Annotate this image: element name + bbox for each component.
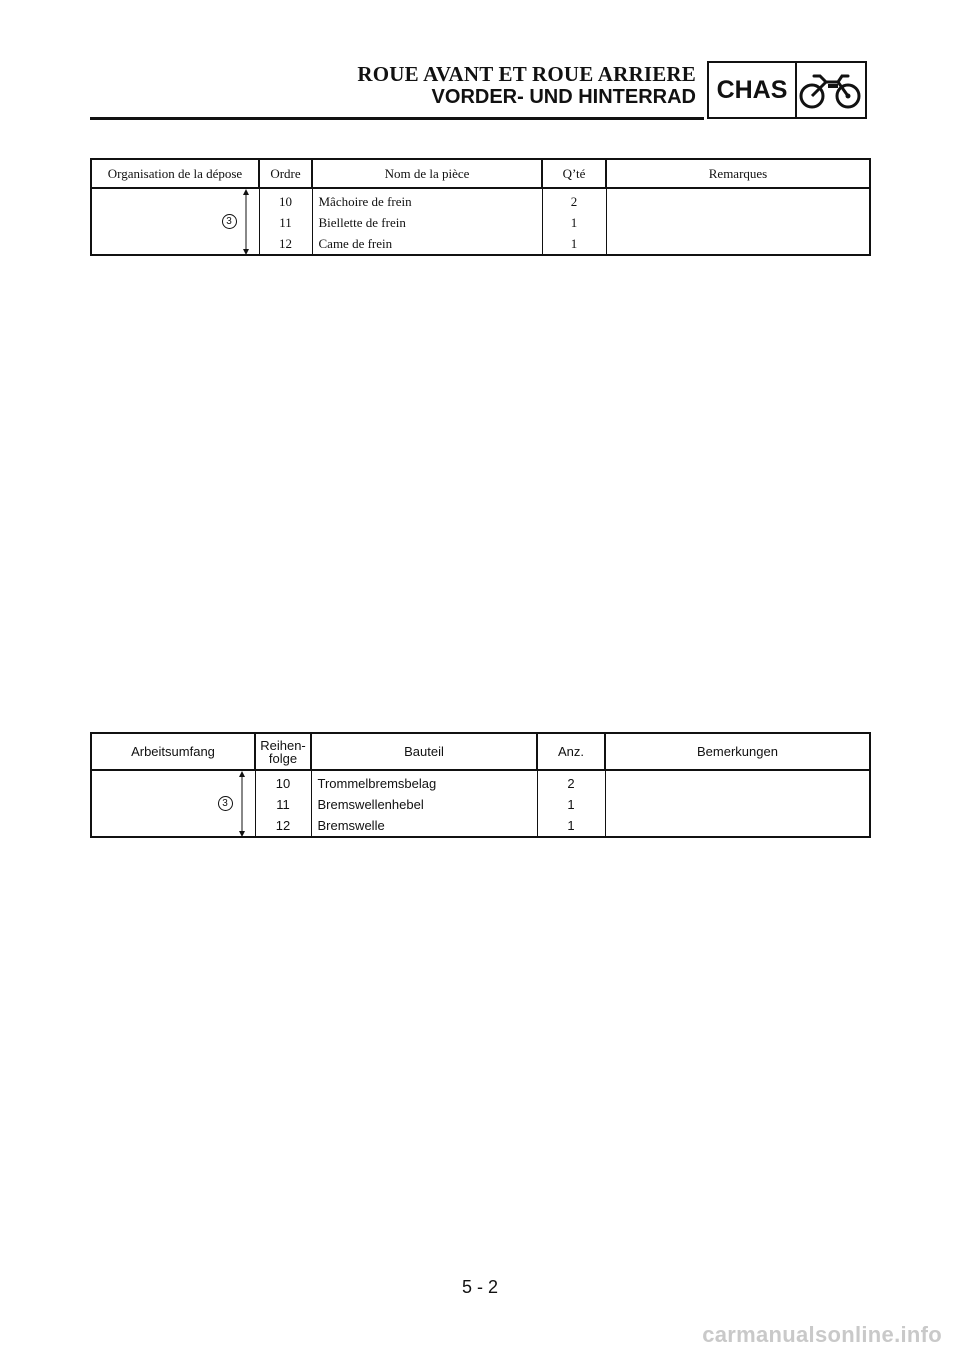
row-part-name: Bremswellenhebel: [311, 794, 537, 815]
row-qty: 1: [542, 233, 606, 255]
table-row: [91, 188, 870, 212]
col-header-scope: Arbeitsumfang: [91, 733, 255, 770]
page-title-german: VORDER- UND HINTERRAD: [431, 86, 696, 108]
section-badge-label: CHAS: [709, 63, 797, 117]
col-header-qty: Q’té: [542, 159, 606, 188]
site-watermark: carmanualsonline.info: [702, 1322, 942, 1347]
page-number: 5 - 2: [461, 1277, 499, 1297]
table-header-row: [91, 159, 870, 188]
col-header-scope: Organisation de la dépose: [91, 159, 259, 188]
row-order: 12: [255, 815, 311, 837]
col-header-name: Nom de la pièce: [312, 159, 542, 188]
group-cell: [91, 188, 259, 255]
double-arrow-icon: [237, 771, 247, 837]
row-remarks: [606, 188, 870, 255]
header-rule: [90, 117, 704, 120]
col-header-remarks: Bemerkungen: [605, 733, 870, 770]
group-number-badge: 3: [222, 214, 237, 229]
col-header-name: Bauteil: [311, 733, 537, 770]
row-order: 11: [255, 794, 311, 815]
row-qty: 1: [537, 794, 605, 815]
row-order: 11: [259, 212, 312, 233]
row-order: 10: [255, 770, 311, 794]
row-qty: 2: [542, 188, 606, 212]
col-header-order: Ordre: [259, 159, 312, 188]
removal-table-french: [90, 158, 871, 256]
row-remarks: [605, 770, 870, 837]
row-part-name: Came de frein: [312, 233, 542, 255]
row-order: 10: [259, 188, 312, 212]
double-arrow-icon: [241, 189, 251, 255]
row-part-name: Mâchoire de frein: [312, 188, 542, 212]
group-number-badge: 3: [218, 796, 233, 811]
table-header-row: [91, 733, 870, 770]
section-badge: [707, 61, 867, 119]
row-part-name: Bremswelle: [311, 815, 537, 837]
row-part-name: Biellette de frein: [312, 212, 542, 233]
col-header-order-line2: folge: [268, 750, 298, 766]
table-row: [91, 770, 870, 794]
col-header-order: [255, 733, 311, 770]
group-cell: [91, 770, 255, 837]
group-marker: [221, 189, 241, 254]
col-header-remarks: Remarques: [606, 159, 870, 188]
col-header-qty: Anz.: [537, 733, 605, 770]
motorcycle-icon: [797, 63, 865, 117]
removal-table-german: [90, 732, 871, 838]
row-qty: 2: [537, 770, 605, 794]
page-title-french: ROUE AVANT ET ROUE ARRIERE: [357, 62, 696, 86]
row-qty: 1: [537, 815, 605, 837]
row-order: 12: [259, 233, 312, 255]
group-marker: [217, 771, 237, 836]
row-part-name: Trommelbremsbelag: [311, 770, 537, 794]
col-header-order-line1: Reihen-: [260, 737, 306, 753]
row-qty: 1: [542, 212, 606, 233]
